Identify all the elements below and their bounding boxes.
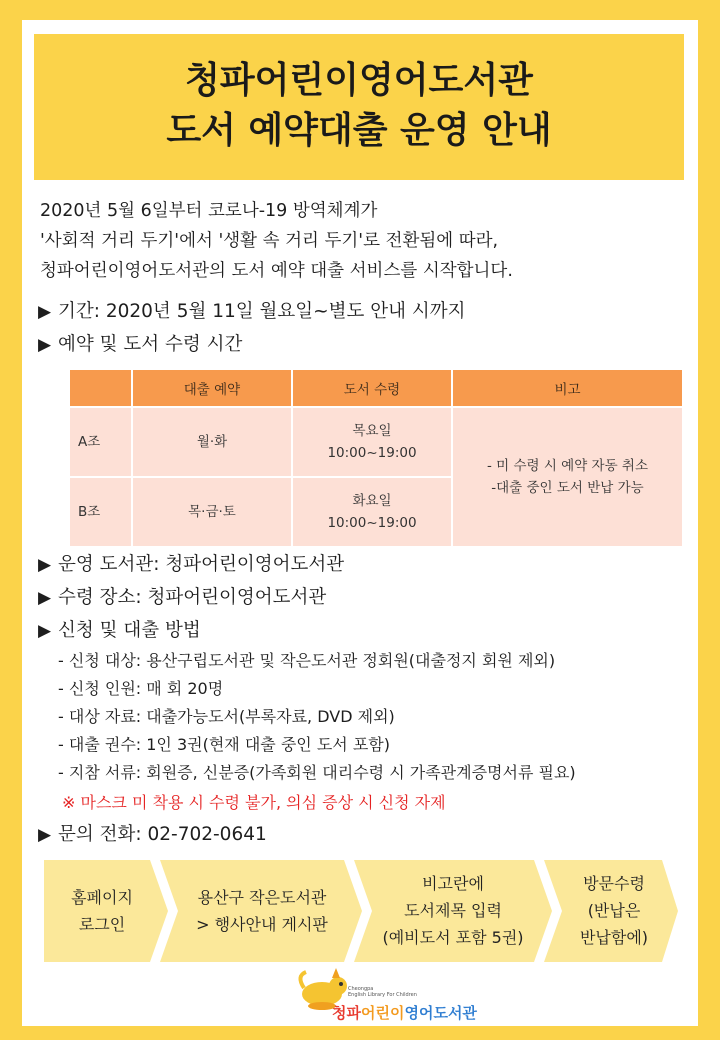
method-item: - 지참 서류: 회원증, 신분증(가족회원 대리수령 시 가족관계증명서류 필요) — [58, 763, 576, 782]
triangle-icon: ▶ — [38, 621, 52, 641]
pickup-day: 목요일 — [352, 423, 392, 439]
flow-step-text: (예비도서 포함 5권) — [382, 928, 524, 947]
method-item: - 대출 권수: 1인 3권(현재 대출 중인 도서 포함) — [58, 735, 390, 754]
title-line-1: 청파어린이영어도서관 — [185, 60, 533, 101]
library-text: 운영 도서관: 청파어린이영어도서관 — [58, 554, 345, 575]
logo-subtitle — [348, 986, 417, 998]
flow-step-text: 방문수령 — [583, 874, 645, 893]
note-line: -대출 중인 도서 반납 가능 — [491, 480, 644, 496]
flow-step-input — [362, 870, 544, 951]
table-header-blank — [69, 369, 132, 407]
flow-step-text: 로그인 — [78, 915, 126, 934]
hours-heading-text: 예약 및 도서 수령 시간 — [58, 334, 243, 355]
triangle-icon: ▶ — [38, 588, 52, 608]
logo-part: 청파 — [332, 1004, 361, 1022]
reserve-cell: 월·화 — [132, 407, 292, 477]
flow-step-text: 비고란에 — [422, 874, 484, 893]
pickup-place-text: 수령 장소: 청파어린이영어도서관 — [58, 587, 327, 608]
library-line — [38, 550, 344, 576]
flow-step-text: 도서제목 입력 — [404, 901, 502, 920]
logo-name — [332, 1002, 477, 1023]
period-line — [38, 297, 465, 323]
note-cell — [452, 407, 683, 547]
method-heading-text: 신청 및 대출 방법 — [58, 620, 201, 641]
intro-line: '사회적 거리 두기'에서 '생활 속 거리 두기'로 전환됨에 따라, — [40, 231, 499, 251]
group-cell: B조 — [69, 477, 132, 547]
method-item: - 신청 대상: 용산구립도서관 및 작은도서관 정회원(대출정지 회원 제외) — [58, 651, 556, 670]
triangle-icon: ▶ — [38, 302, 52, 322]
notice-sheet — [22, 20, 698, 1026]
pickup-place-line — [38, 583, 326, 609]
pickup-cell — [292, 477, 452, 547]
library-logo — [292, 964, 477, 1026]
flow-step-board — [174, 884, 350, 938]
table-header: 비고 — [452, 369, 683, 407]
method-item: - 신청 인원: 매 회 20명 — [58, 679, 224, 698]
schedule-table — [68, 368, 684, 548]
period-text: 기간: 2020년 5월 11일 월요일~별도 안내 시까지 — [58, 301, 466, 322]
reserve-cell: 목·금·토 — [132, 477, 292, 547]
flow-step-pickup — [558, 870, 670, 951]
pickup-time: 10:00~19:00 — [327, 515, 417, 531]
flow-step-login — [52, 884, 152, 938]
logo-part: 영어도서관 — [404, 1004, 477, 1022]
title-line-2: 도서 예약대출 운영 안내 — [166, 110, 552, 151]
title-banner — [34, 34, 684, 180]
pickup-time: 10:00~19:00 — [327, 445, 417, 461]
pickup-day: 화요일 — [352, 493, 392, 509]
triangle-icon: ▶ — [38, 555, 52, 575]
table-header: 도서 수령 — [292, 369, 452, 407]
triangle-icon: ▶ — [38, 335, 52, 355]
group-cell: A조 — [69, 407, 132, 477]
contact-text: 문의 전화: 02-702-0641 — [58, 824, 267, 845]
table-header: 대출 예약 — [132, 369, 292, 407]
triangle-icon: ▶ — [38, 825, 52, 845]
method-heading — [38, 616, 201, 642]
hours-heading — [38, 330, 242, 356]
note-line: - 미 수령 시 예약 자동 취소 — [486, 458, 649, 474]
flow-step-text: (반납은 — [587, 901, 641, 920]
flow-step-text: > 행사안내 게시판 — [196, 915, 328, 934]
intro-paragraph — [40, 196, 513, 286]
logo-part: 어린이 — [360, 1004, 405, 1022]
method-item: - 대상 자료: 대출가능도서(부록자료, DVD 제외) — [58, 707, 395, 726]
intro-line: 2020년 5월 6일부터 코로나-19 방역체계가 — [40, 201, 378, 221]
table-row — [69, 407, 683, 477]
flow-step-text: 홈페이지 — [71, 888, 133, 907]
contact-line — [38, 820, 267, 846]
flow-step-text: 반납함에) — [579, 928, 649, 947]
logo-sub-line: Cheongpa — [348, 986, 374, 992]
table-header-row — [69, 369, 683, 407]
process-flow — [22, 856, 698, 966]
intro-line: 청파어린이영어도서관의 도서 예약 대출 서비스를 시작합니다. — [40, 261, 513, 281]
logo-sub-line: English Library For Children — [348, 992, 417, 998]
mask-warning: ※ 마스크 미 착용 시 수령 불가, 의심 증상 시 신청 자제 — [62, 793, 446, 812]
flow-step-text: 용산구 작은도서관 — [197, 888, 327, 907]
pickup-cell — [292, 407, 452, 477]
